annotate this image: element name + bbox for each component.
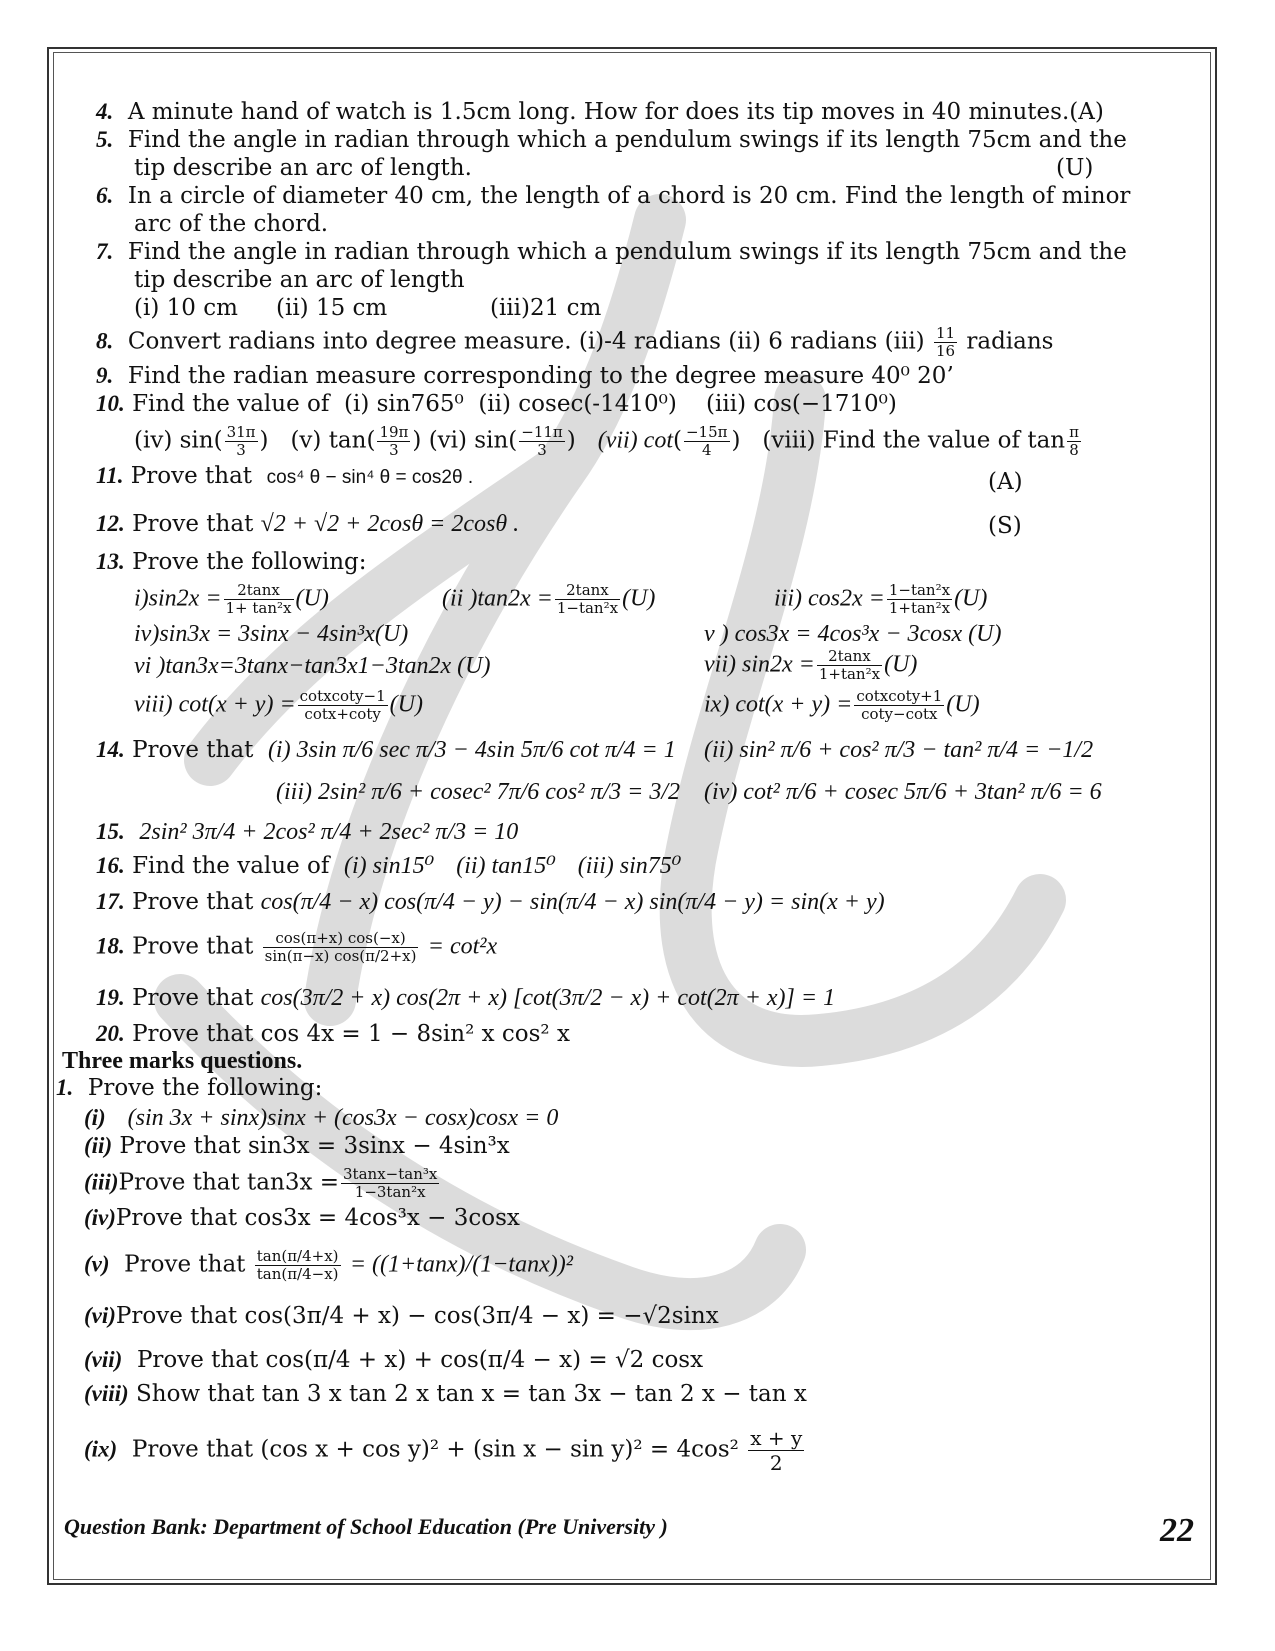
footer-title: Question Bank: Department of School Education (Pre University ) bbox=[64, 1514, 668, 1539]
three-1-iii: (iii)Prove that tan3x = $\frac{\text{3tanx−tan³x}}{\text{1−3tan²x}}$ bbox=[84, 1165, 438, 1201]
question-5: 5. Find the angle in radian through which a pendulum swings if its length 75cm and the bbox=[96, 127, 1127, 153]
question-13: 13. Prove the following: bbox=[96, 549, 367, 575]
three-1-ii: (ii) Prove that sin3x = 3sinx − 4sin³x bbox=[84, 1133, 510, 1159]
section-heading-three-marks: Three marks questions. bbox=[62, 1048, 303, 1074]
question-11: 11. Prove that cos⁴ θ − sin⁴ θ = cos2θ . bbox=[96, 463, 474, 489]
question-13-i: i)sin2x = $\frac{2\tan x}{\text{1+ tan²x}}$ (U) bbox=[134, 581, 329, 617]
question-14-iv: (iv) cot² π/6 + cosec 5π/6 + 3tan² π/6 = 6 bbox=[704, 779, 1102, 805]
fraction-11-16: $\frac{11}{16}$ bbox=[935, 324, 956, 360]
question-13-iv: iv)sin3x = 3sinx − 4sin³x(U) bbox=[134, 621, 409, 647]
question-17: 17. Prove that cos(π/4 − x) cos(π/4 − y) − sin(π/4 − x) sin(π/4 − y) = sin(x + y) bbox=[96, 889, 885, 915]
three-marks-question-1: 1. Prove the following: bbox=[56, 1075, 323, 1101]
three-1-viii: (viii) Show that tan 3 x tan 2 x tan x = tan 3x − tan 2 x − tan x bbox=[84, 1381, 807, 1407]
question-5-tag: (U) bbox=[1056, 155, 1094, 181]
question-7-line2: tip describe an arc of length bbox=[134, 267, 465, 293]
question-20: 20. Prove that cos 4x = 1 − 8sin² x cos² x bbox=[96, 1021, 570, 1047]
question-14: 14. Prove that (i) 3sin π/6 sec π/3 − 4sin 5π/6 cot π/4 = 1 bbox=[96, 737, 676, 763]
question-13-vi: vi )tan3x=3tanx−tan3x1−3tan2x (U) bbox=[134, 653, 491, 679]
three-1-vi: (vi)Prove that cos(3π/4 + x) − cos(3π/4 − x) = −√2sinx bbox=[84, 1303, 719, 1329]
question-6-line2: arc of the chord. bbox=[134, 211, 329, 237]
question-14-iii: (iii) 2sin² π/6 + cosec² 7π/6 cos² π/3 = 3/2 bbox=[276, 779, 681, 805]
three-1-v: (v) Prove that $\frac{\tan(\pi/4+x)}{\tan(\pi/4-x)}$ = ((1+tanx)/(1−tanx))² bbox=[84, 1247, 573, 1283]
question-19: 19. Prove that cos(3π/2 + x) cos(2π + x) [cot(3π/2 − x) + cot(2π + x)] = 1 bbox=[96, 985, 836, 1011]
question-11-tag: (A) bbox=[988, 469, 1023, 495]
question-7-option-c: (iii)21 cm bbox=[490, 295, 602, 321]
three-1-iv: (iv)Prove that cos3x = 4cos³x − 3cosx bbox=[84, 1205, 520, 1231]
question-4: 4. A minute hand of watch is 1.5cm long. How for does its tip moves in 40 minutes.(A) bbox=[96, 99, 1104, 125]
question-8: 8. Convert radians into degree measure. (i)-4 radians (ii) 6 radians (iii) $\frac{11}{16}$ radians bbox=[96, 324, 1054, 360]
question-7-option-b: (ii) 15 cm bbox=[276, 295, 388, 321]
question-5-line2: tip describe an arc of length. bbox=[134, 155, 472, 181]
question-14-ii: (ii) sin² π/6 + cos² π/3 − tan² π/4 = −1/2 bbox=[704, 737, 1094, 763]
question-10: 10. Find the value of (i) sin765⁰ (ii) cosec(-1410⁰) (iii) cos(−1710⁰) bbox=[96, 391, 897, 417]
question-18: 18. Prove that $\frac{\cos(\pi+x) \cos(-x)}{\sin(\pi-x) \cos(\pi/2+x)}$ = cot²x bbox=[96, 929, 498, 965]
three-1-vii: (vii) Prove that cos(π/4 + x) + cos(π/4 − x) = √2 cosx bbox=[84, 1347, 704, 1373]
question-7-option-a: (i) 10 cm bbox=[134, 295, 238, 321]
question-13-viii: viii) cot(x + y) = $\frac{\text{cotxcoty−1}}{\cot x+\cot y}$ (U) bbox=[134, 687, 423, 723]
page-number: 22 bbox=[1160, 1512, 1194, 1549]
question-13-iii: iii) cos2x = $\frac{\text{1−tan²x}}{\text{1+tan²x}}$ (U) bbox=[774, 581, 988, 617]
question-13-vii: vii) sin2x = $\frac{2\tan x}{\text{1+tan²x}}$ (U) bbox=[704, 647, 918, 683]
question-12: 12. Prove that √2 + √2 + 2cosθ = 2cosθ . bbox=[96, 511, 520, 537]
question-13-ii: (ii )tan2x = $\frac{2\tan x}{\text{1−tan²x}}$ (U) bbox=[442, 581, 656, 617]
question-13-v: v ) cos3x = 4cos³x − 3cosx (U) bbox=[704, 621, 1002, 647]
question-9: 9. Find the radian measure corresponding to the degree measure 40⁰ 20’ bbox=[96, 363, 954, 389]
question-15: 15. 2sin² 3π/4 + 2cos² π/4 + 2sec² π/3 = 10 bbox=[96, 819, 519, 845]
three-1-ix: (ix) Prove that (cos x + cos y)² + (sin x − sin y)² = 4cos² $\frac{x + y}{2}$ bbox=[84, 1426, 803, 1475]
question-12-tag: (S) bbox=[988, 513, 1022, 539]
question-7: 7. Find the angle in radian through which a pendulum swings if its length 75cm and the bbox=[96, 239, 1127, 265]
question-10-line2: (iv) sin( $\frac{31\pi}{3}$ ) (v) tan( $\frac{19\pi}{3}$ ) (vi) sin( $\frac{-11\pi}{3}$ ) (vii) cot( $\frac{-15\pi}{4}$ ) (viii) Find the value of tan $\frac{\pi}{8}$ bbox=[134, 423, 1079, 459]
three-1-i: (i) (sin 3x + sinx)sinx + (cos3x − cosx)cosx = 0 bbox=[84, 1105, 559, 1131]
question-16: 16. Find the value of (i) sin15⁰ (ii) tan15⁰ (iii) sin75⁰ bbox=[96, 853, 682, 879]
question-13-ix: ix) cot(x + y) = $\frac{\text{cotxcoty+1}}{\cot y-\cot x}$ (U) bbox=[704, 687, 980, 723]
question-6: 6. In a circle of diameter 40 cm, the length of a chord is 20 cm. Find the length of minor bbox=[96, 183, 1131, 209]
